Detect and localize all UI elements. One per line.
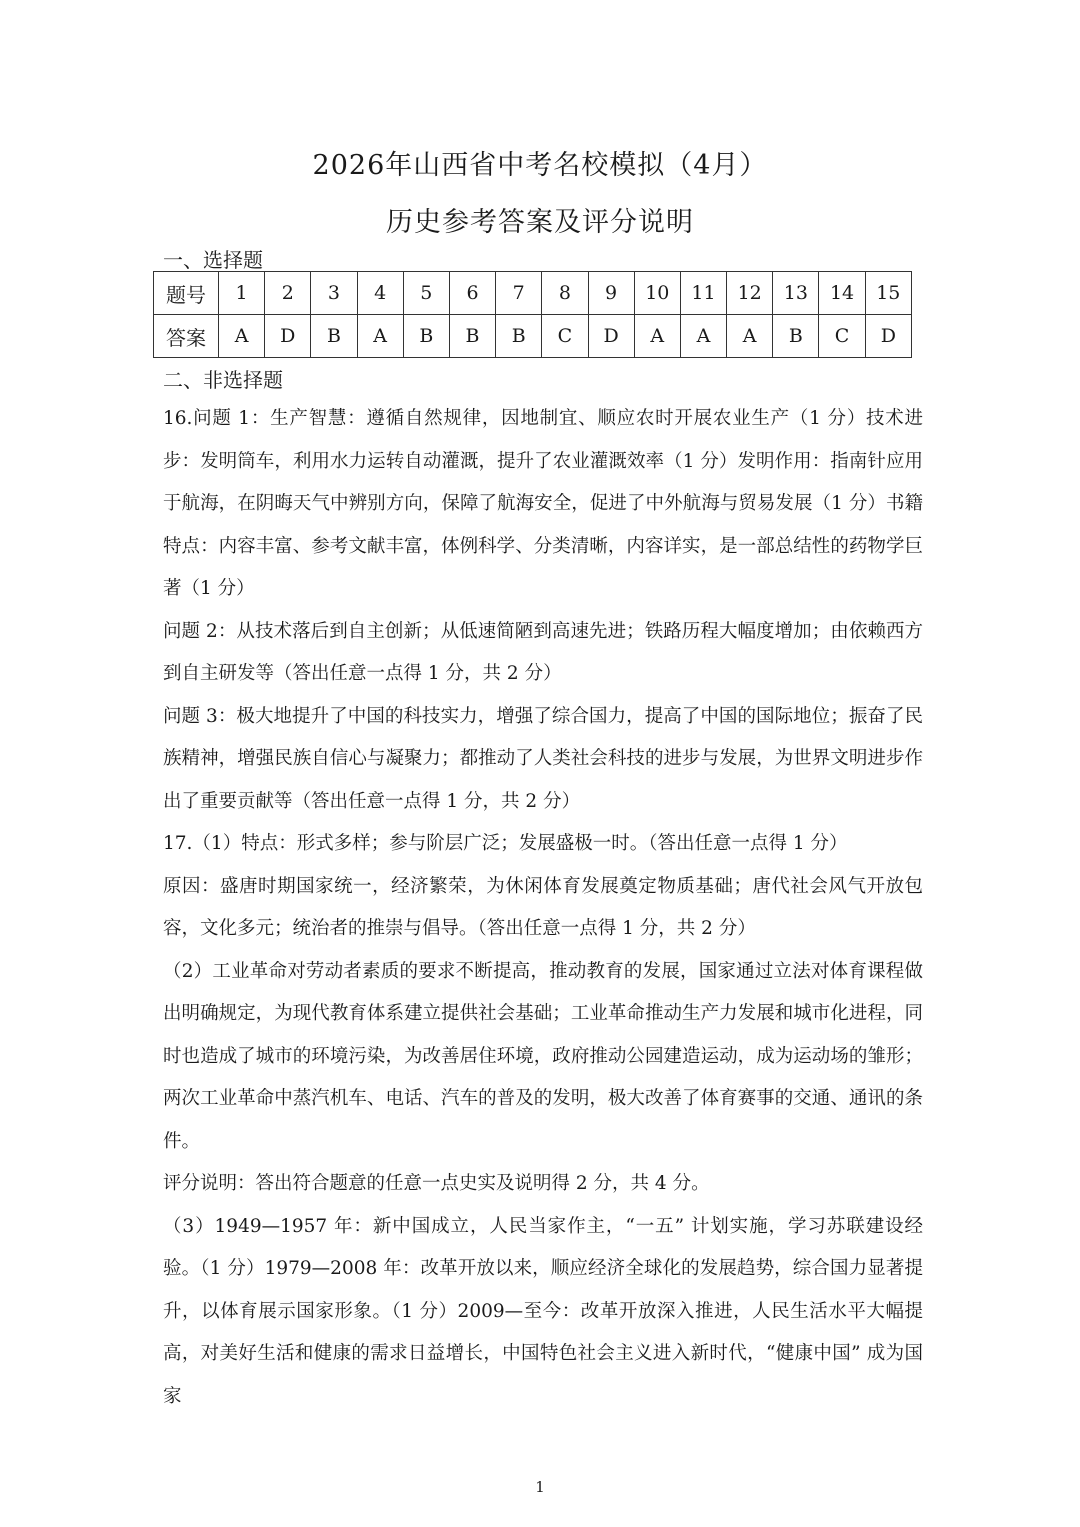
question-number-cell: 12 [727,272,773,315]
answer-cell: B [311,315,357,358]
paragraph-q17-part2: （2）工业革命对劳动者素质的要求不断提高，推动教育的发展，国家通过立法对体育课程做出明确规定，为现代教育体系建立提供社会基础；工业革命推动生产力发展和城市化进程，同时也造成了城市的环境污染，为改善居住环境，政府推动公园建造运动，成为运动场的雏形；两次工业革命中蒸汽机车、电话、汽车的普及的发明，极大改善了体育赛事的交通、通讯的条件。 [163,960,923,1152]
row-label-answer: 答案 [154,315,219,358]
paragraph-q17-part3: （3）1949—1957 年：新中国成立，人民当家作主，“一五” 计划实施，学习苏联建设经验。（1 分）1979—2008 年：改革开放以来，顺应经济全球化的发展趋势，综合国力显著提升，以体育展示国家形象。（1 分）2009—至今：改革开放深入推进，人民生活水平大幅提高，对美好生活和健康的需求日益增长，中国特色社会主义进入新时代，“健康中国” 成为国家 [163,1215,923,1407]
question-number-cell: 1 [219,272,265,315]
row-label-number: 题号 [154,272,219,315]
page-number: 1 [535,1478,545,1496]
question-number-cell: 4 [357,272,403,315]
question-number-cell: 7 [496,272,542,315]
answer-cell: D [865,315,911,358]
answer-table [153,271,912,358]
table-row-numbers [154,272,912,315]
question-number-cell: 15 [865,272,911,315]
question-number-cell: 11 [680,272,726,315]
paragraph-q17-reason: 原因：盛唐时期国家统一，经济繁荣，为休闲体育发展奠定物质基础；唐代社会风气开放包容，文化多元；统治者的推崇与倡导。（答出任意一点得 1 分，共 2 分） [163,875,923,939]
question-number-cell: 8 [542,272,588,315]
table-row-answers [154,315,912,358]
answer-cell: A [634,315,680,358]
answer-cell: A [727,315,773,358]
answer-cell: A [680,315,726,358]
answer-cell: A [357,315,403,358]
question-number-cell: 6 [449,272,495,315]
paragraph-q16-part3: 问题 3：极大地提升了中国的科技实力，增强了综合国力，提高了中国的国际地位；振奋了民族精神，增强民族自信心与凝聚力；都推动了人类社会科技的进步与发展，为世界文明进步作出了重要贡献等（答出任意一点得 1 分，共 2 分） [163,705,923,812]
section-heading-choice: 一、选择题 [163,248,263,272]
paragraph-q17-part1: 17.（1）特点：形式多样；参与阶层广泛；发展盛极一时。（答出任意一点得 1 分） [163,833,848,854]
answer-cell: B [496,315,542,358]
answer-cell: A [219,315,265,358]
section-heading-nonchoice: 二、非选择题 [163,368,283,392]
question-number-cell: 3 [311,272,357,315]
answer-cell: B [773,315,819,358]
answer-cell: D [265,315,311,358]
paragraph-q16-part1: 16.问题 1：生产智慧：遵循自然规律，因地制宜、顺应农时开展农业生产（1 分）技术进步：发明筒车，利用水力运转自动灌溉，提升了农业灌溉效率（1 分）发明作用：指南针应用于航海，在阴晦天气中辨别方向，保障了航海安全，促进了中外航海与贸易发展（1 分）书籍特点：内容丰富、参考文献丰富，体例科学、分类清晰，内容详实，是一部总结性的药物学巨著（1 分） [163,408,923,599]
question-number-cell: 13 [773,272,819,315]
question-number-cell: 2 [265,272,311,315]
answer-cell: B [449,315,495,358]
question-number-cell: 5 [403,272,449,315]
answer-cell: B [403,315,449,358]
answer-body [163,398,923,1418]
page-subtitle: 历史参考答案及评分说明 [386,207,694,238]
question-number-cell: 9 [588,272,634,315]
paragraph-q16-part2: 问题 2：从技术落后到自主创新；从低速简陋到高速先进；铁路历程大幅度增加；由依赖西方到自主研发等（答出任意一点得 1 分，共 2 分） [163,620,923,684]
question-number-cell: 10 [634,272,680,315]
answer-cell: D [588,315,634,358]
page-title: 2026年山西省中考名校模拟（4月） [312,150,768,181]
answer-cell: C [542,315,588,358]
question-number-cell: 14 [819,272,865,315]
paragraph-scoring-note: 评分说明：答出符合题意的任意一点史实及说明得 2 分，共 4 分。 [163,1173,710,1194]
answer-cell: C [819,315,865,358]
